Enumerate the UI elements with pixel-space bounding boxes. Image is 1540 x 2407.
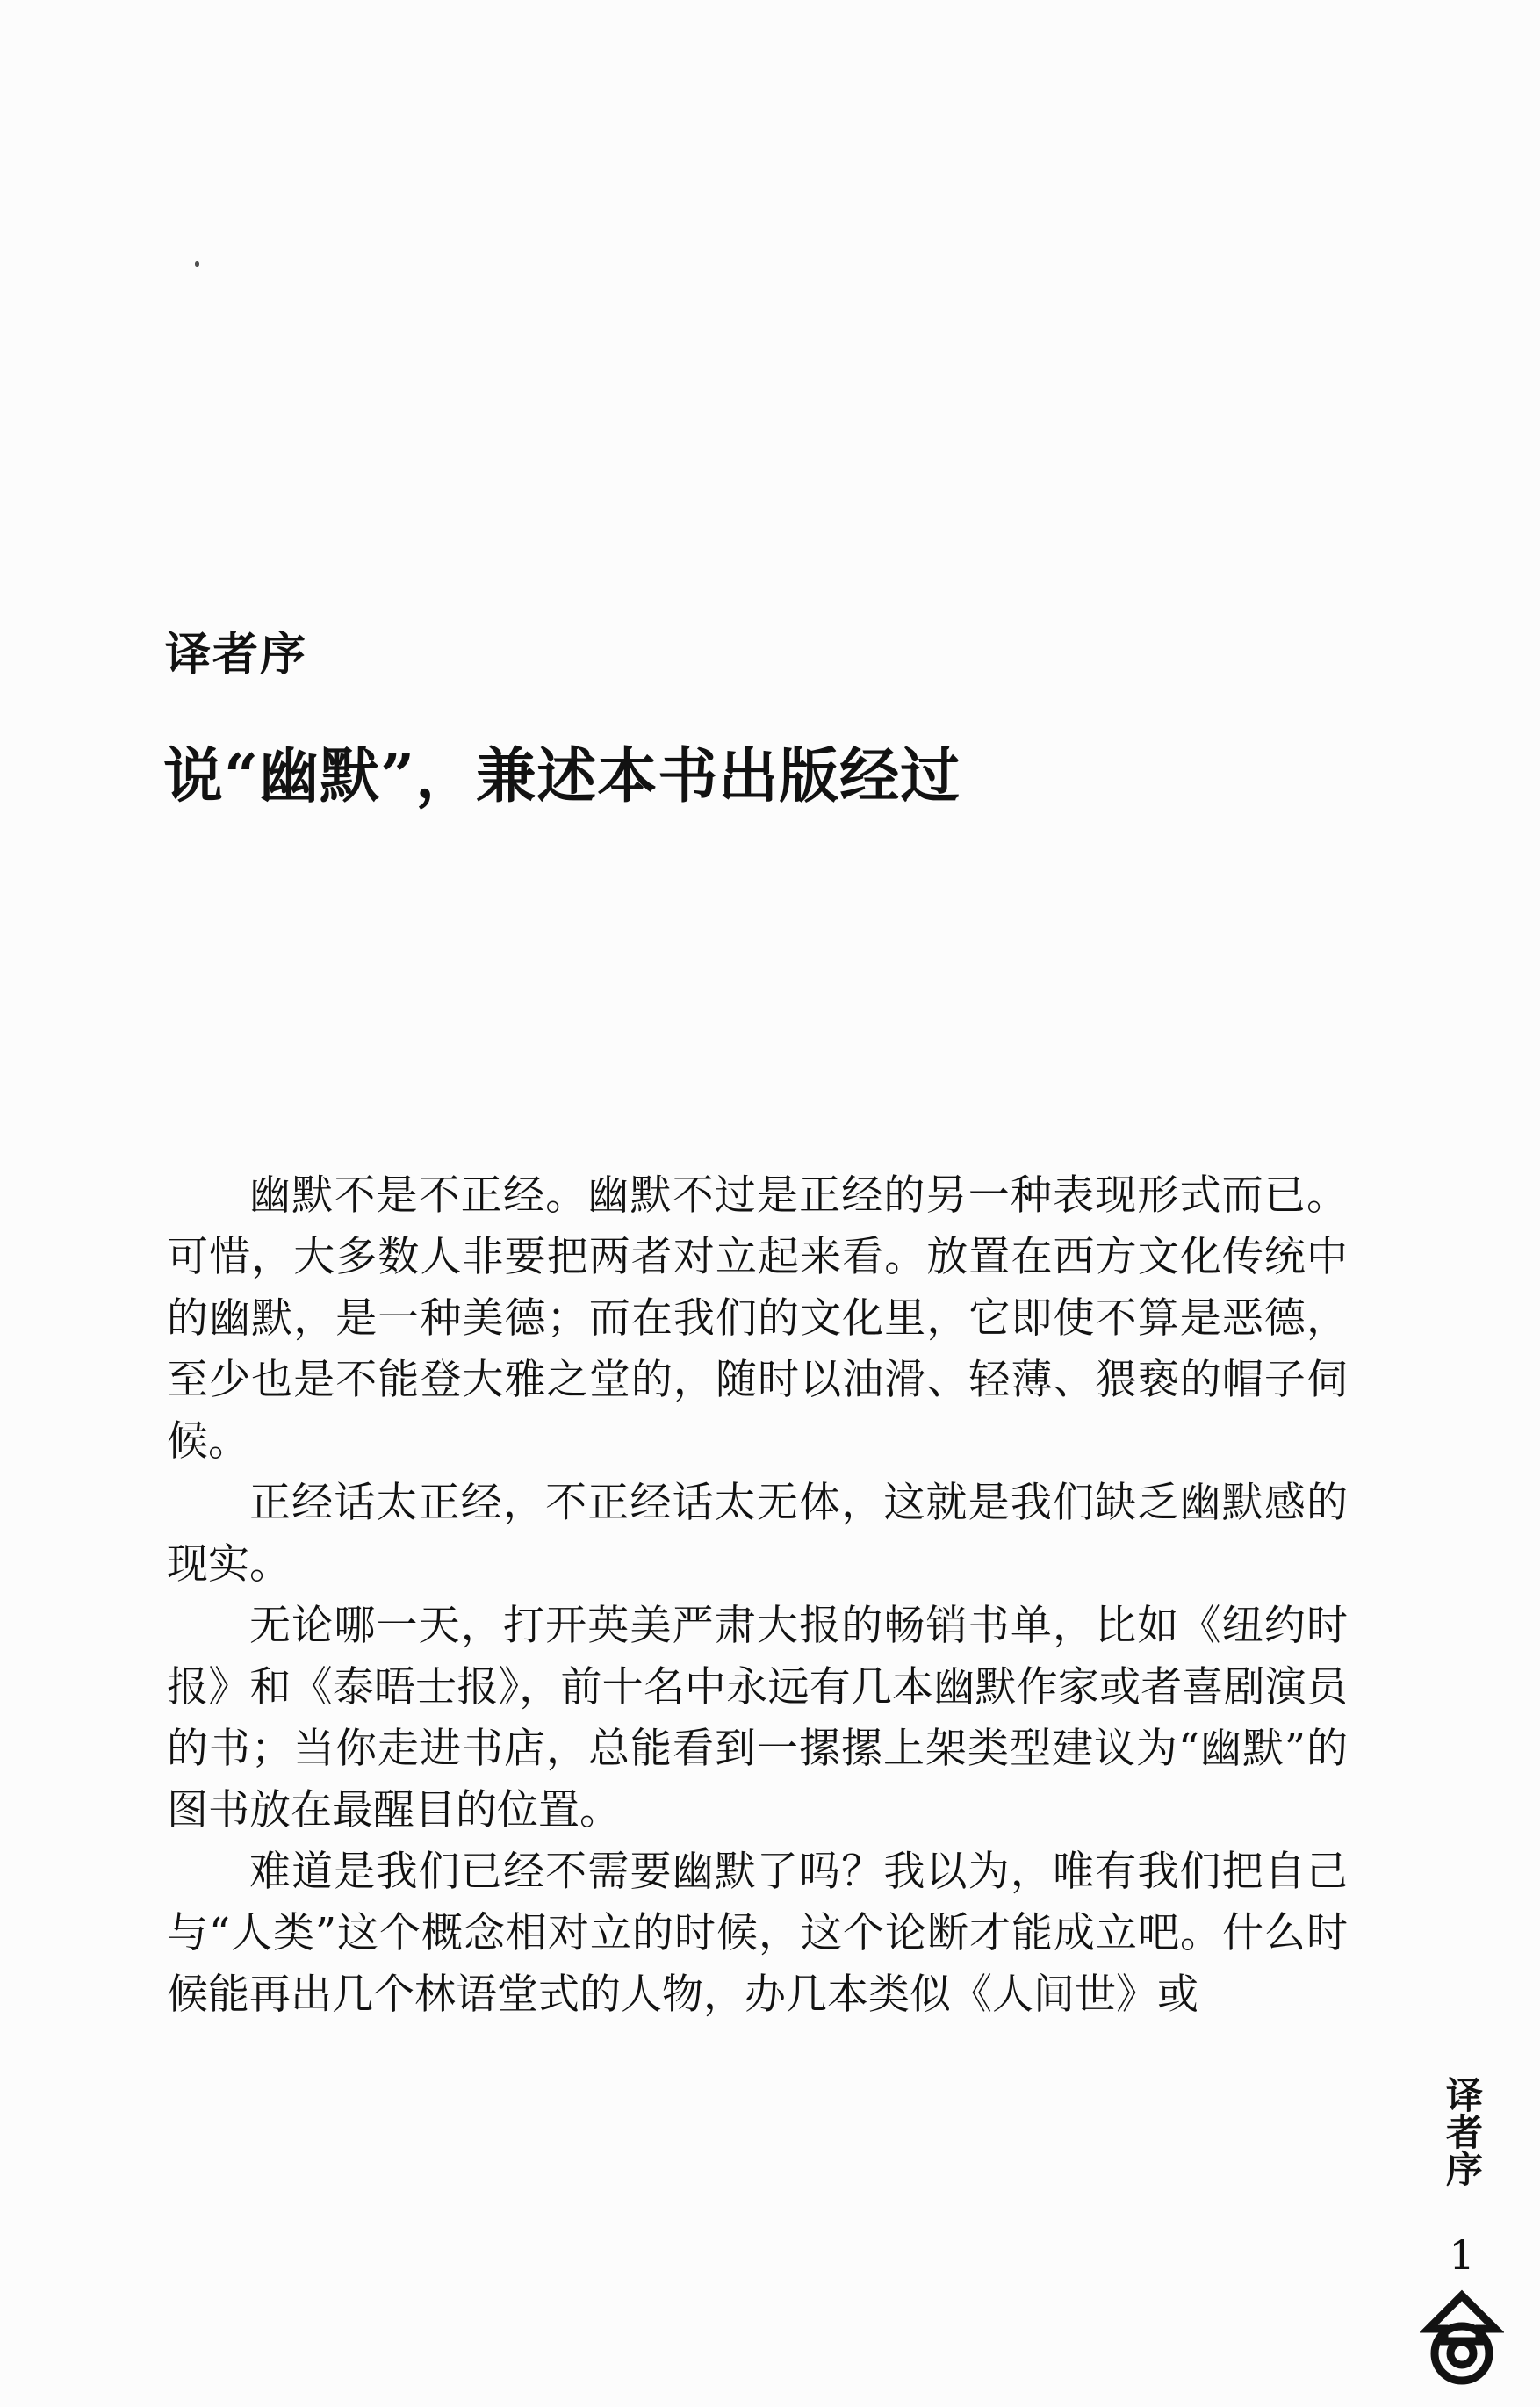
arrow-in-circle-icon	[1420, 2287, 1504, 2389]
publisher-logo	[1408, 2287, 1515, 2389]
section-label: 译者序	[165, 628, 308, 681]
article-title: 说“幽默”，兼述本书出版经过	[163, 741, 961, 811]
scan-artifact-speck	[195, 261, 199, 267]
paragraph: 无论哪一天，打开英美严肃大报的畅销书单，比如《纽约时报》和《泰晤士报》，前十名中永远有几本幽默作家或者喜剧演员的书；当你走进书店，总能看到一摞摞上架类型建议为“幽默”的图书放在最醒目的位置。	[167, 1602, 1348, 1834]
paragraph: 正经话太正经，不正经话太无体，这就是我们缺乏幽默感的现实。	[167, 1479, 1348, 1589]
paragraph: 难道是我们已经不需要幽默了吗？我以为，唯有我们把自己与“人类”这个概念相对立的时候，这个论断才能成立吧。什么时候能再出几个林语堂式的人物，办几本类似《人间世》或	[167, 1848, 1348, 2019]
page-number: 1	[1449, 2231, 1475, 2279]
running-head-vertical: 译者序	[1441, 2076, 1484, 2187]
paragraph: 幽默不是不正经。幽默不过是正经的另一种表现形式而已。可惜，大多数人非要把两者对立起来看。放置在西方文化传统中的幽默，是一种美德；而在我们的文化里，它即使不算是恶德，至少也是不能登大雅之堂的，随时以油滑、轻薄、猥亵的帽子伺候。	[167, 1171, 1348, 1466]
body-text	[167, 1165, 1348, 2026]
margin-rail	[1408, 2065, 1515, 2389]
